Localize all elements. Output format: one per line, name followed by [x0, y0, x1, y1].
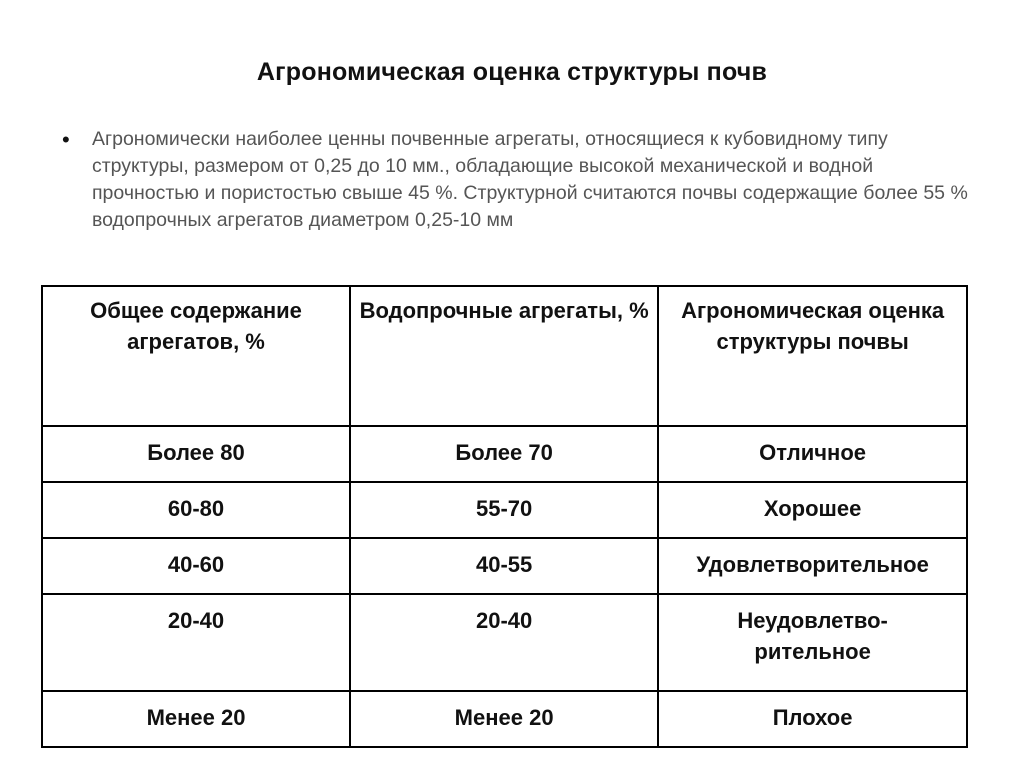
cell-rating: Отличное	[658, 426, 967, 482]
cell-water-stable: 20-40	[350, 594, 658, 691]
soil-structure-table	[41, 285, 968, 748]
cell-water-stable: Более 70	[350, 426, 658, 482]
header-water-stable-aggregates: Водопрочные агрегаты, %	[350, 286, 658, 426]
cell-water-stable: 55-70	[350, 482, 658, 538]
bullet-paragraph	[62, 126, 982, 234]
table-row	[42, 691, 967, 747]
table-row	[42, 426, 967, 482]
slide-title: Агрономическая оценка структуры почв	[256, 58, 768, 86]
table-header-row	[42, 286, 967, 426]
cell-total: Менее 20	[42, 691, 350, 747]
cell-rating: Плохое	[658, 691, 967, 747]
header-total-aggregates: Общее содержание агрегатов, %	[42, 286, 350, 426]
cell-water-stable: 40-55	[350, 538, 658, 594]
cell-rating: Удовлетворительное	[658, 538, 967, 594]
bullet-marker: •	[62, 127, 70, 152]
cell-rating: Неудовлетво-рительное	[658, 594, 967, 691]
cell-total: 40-60	[42, 538, 350, 594]
cell-total: 60-80	[42, 482, 350, 538]
table-row	[42, 594, 967, 691]
header-agronomic-rating: Агрономическая оценка структуры почвы	[658, 286, 967, 426]
table-row	[42, 538, 967, 594]
cell-water-stable: Менее 20	[350, 691, 658, 747]
cell-total: Более 80	[42, 426, 350, 482]
cell-rating: Хорошее	[658, 482, 967, 538]
table-row	[42, 482, 967, 538]
cell-total: 20-40	[42, 594, 350, 691]
bullet-text: Агрономически наиболее ценны почвенные агрегаты, относящиеся к кубовидному типу структуры, размером от 0,25 до 10 мм., обладающие высокой механической и водной прочностью и пористостью свыше 45 %. Структурной считаются почвы содержащие более 55 % водопрочных агрегатов диаметром 0,25-10 мм	[92, 128, 968, 231]
